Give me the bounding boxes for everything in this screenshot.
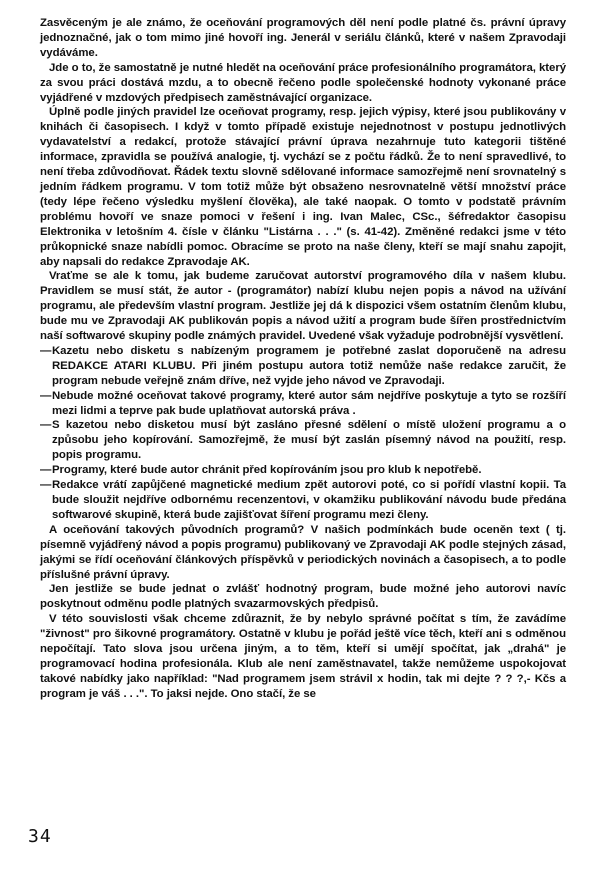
text-run: Jde o to, že samostatně je nutné hledět na oceňování práce profesionálního programátora, který za svou práci dostává mzdu, a to obecně řečeno podle společenské hodnoty vykonané práce vyjádřené v mzdových předpisech zaměstnávající organizace. [40, 61, 566, 104]
list-item [40, 389, 566, 419]
text-run: Vraťme se ale k tomu, jak budeme zaručovat autorství programového díla v našem klubu. Pravidlem se musí stát, že [40, 270, 566, 298]
text-run: , které jsou publikovány v knihách či časopisech. I když v tomto případě existuje nejednotnost v postupu jednotlivých vydavatelství a redakcí, protože stávající právní úprava nezahrnuje tuto kategorii tištěné informace, zpravidla se používá analogie, tj. vychází se z počtu řádků. Že to není spravedlivé, to není třeba zdůvodňovat. Řádek textu slovně sdělované informace samozřejmě není srovnatelný s jedním řádkem programu. V tom totiž může být obsaženo nesrovnatelně větší množství práce (tedy lépe řečeno výsledku myšlení člověka), ale také naopak. O tomto v podstatě právním problému hovoří ve snaze pomoci v řešení i ing. Ivan Malec, CSc., šéfredaktor časopisu Elektronika v letošním 4. čísle v článku "Listárna . . ." (s. 41-42). Změněné redakci jsme v této průkopnické snaze nabídli pomoc. Obracíme se proto na naše členy, kteří se mají snahu zapojit, aby napsali do redakce Zpravodaje AK. [40, 106, 566, 268]
paragraph [40, 61, 566, 106]
text-run: Programy, které bude autor chránit před kopírováním jsou pro klub k nepotřebě. [52, 464, 482, 477]
text-run: Redakce vrátí zapůjčené magnetické medium zpět autorovi poté, co si pořídí vlastní kopii. Ta bude sloužit nejdříve odbornému recenzentovi, v okamžiku publikování návodu bude předána softwarové skupině, která bude zajišťovat šíření programu mezi členy. [52, 479, 566, 521]
paragraph [40, 16, 566, 61]
paragraph [40, 105, 566, 269]
emphasis-text: autor - (programátor) nabízí klubu nejen popis a návod na užívání programu, ale především vlastní program. [40, 285, 566, 313]
dash-marker: — [40, 419, 52, 432]
text-run: Jen jestliže se bude jednat o zvlášť hodnotný program, bude možné jeho autorovi navíc poskytnout odměnu podle platných svazarmovských předpisů. [40, 583, 566, 611]
paragraph [40, 523, 566, 583]
list-item [40, 463, 566, 478]
dash-marker: — [40, 344, 52, 357]
list-item [40, 344, 566, 389]
dash-marker: — [40, 479, 52, 492]
dash-marker: — [40, 464, 52, 477]
text-run: S kazetou nebo disketou musí být zasláno přesné sdělení o místě uložení programu a o způsobu jeho kopírování. Samozřejmě, že musí být zaslán písemný návod na použití, resp. popis programu. [52, 419, 566, 462]
text-run: Jestliže jej dá k dispozici všem ostatním členům klubu, bude mu ve Zpravodaji AK publikován popis a návod užití a program bude šířen prostřednictvím naší softwarové skupiny podle známých pravidel. Uvedené však vyžaduje podrobnější vysvětlení. [40, 300, 566, 343]
emphasis-text: výpisy [391, 106, 427, 119]
list-item [40, 478, 566, 523]
text-run: V této souvislosti však chceme zdůraznit, že by nebylo správné počítat s tím, že zavádíme "živnost" pro šikovné programátory. Ostatně v klubu je pořád ještě více těch, kteří ani s odměnou nepočítají. Tato slova jsou určena jiným, a to těm, kteří si umějí spočítat, jak „drahá" je programovací hodina profesionála. Klub ale není zaměstnavatel, takže nemůžeme uspokojovat takové nabídky jako například: "Nad programem jsem strávil x hodin, tak mi dejte ? ? ?,- Kčs a program je váš . . .". To jaksi nejde. Ono stačí, že se [40, 613, 566, 700]
list-item [40, 418, 566, 463]
page-number: 34 [28, 826, 52, 847]
text-run: Nebude možné oceňovat takové programy, které autor sám nejdříve poskytuje a tyto se rozšíří mezi lidmi a teprve pak bude uplatňovat autorská práva . [52, 389, 566, 417]
text-run: A oceňování takových původních programů? V našich podmínkách bude oceněn text ( tj. písemně vyjádřený návod a popis programu) publikovaný ve Zpravodaji AK podle stejných zásad, jakými se řídí oceňování článkových příspěvků v periodických novinách a časopisech, a to podle příslušné právní úpravy. [40, 523, 566, 581]
article-body [40, 16, 566, 702]
text-run: Kazetu nebo disketu s nabízeným programem je potřebné zaslat doporučeně na adresu REDAKCE ATARI KLUBU. Při jiném postupu autora totiž nemůže naše redakce zaručit, že program nebude veřejně znám dříve, než vyjde jeho návod ve Zpravodaji. [52, 344, 566, 387]
text-run: Úplně podle jiných pravidel lze oceňovat programy, resp. jejich [49, 106, 392, 119]
paragraph [40, 582, 566, 612]
text-run: Zasvěceným je ale známo, že oceňování programových děl není podle platné čs. právní úpravy jednoznačné, jak o tom mimo jiné hovoří ing. Jenerál v seriálu článků, které v našem Zpravodaji vydáváme. [40, 17, 566, 59]
dash-marker: — [40, 389, 52, 402]
paragraph [40, 269, 566, 344]
paragraph [40, 612, 566, 701]
